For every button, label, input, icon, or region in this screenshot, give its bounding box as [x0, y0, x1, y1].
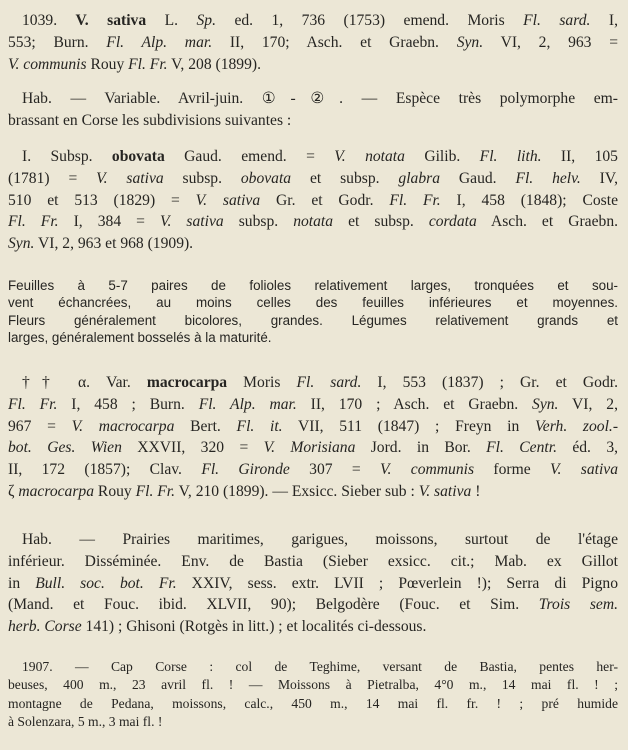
description-line-2: vent échancrées, au moins celles des feuilles inférieures et moyennes.: [8, 295, 618, 311]
species-entry-line-3: V. communis Rouy Fl. Fr. V, 208 (1899).: [8, 55, 261, 73]
variety-line-4: bot. Ges. Wien XXVII, 320 = V. Morisiana Jord. in Bor. Fl. Centr. éd. 3,: [8, 439, 618, 457]
variety-habitat-line-4: (Mand. et Fouc. ibid. XLVII, 90); Belgodère (Fouc. et Sim. Trois sem.: [8, 596, 618, 614]
variety-line-6: ζ macrocarpa Rouy Fl. Fr. V, 210 (1899). — Exsicc. Sieber sub : V. sativa !: [8, 482, 481, 500]
collection-notes-line-3: montagne de Pedana, moissons, calc., 450 m., 14 mai fl. fr. ! ; pré humide: [8, 695, 618, 711]
habitat-line-1: Hab. — Variable. Avril-juin. ①-②. — Espèce très polymorphe em-: [22, 90, 618, 107]
collection-notes-line-4: à Solenzara, 5 m., 3 mai fl. !: [8, 714, 163, 730]
description-line-4: larges, généralement bosselés à la maturité.: [8, 330, 272, 346]
variety-macrocarpa: [8, 372, 618, 503]
habitat-paragraph: [8, 88, 618, 132]
collection-notes: [8, 658, 618, 732]
subspecies-line-1: I. Subsp. obovata Gaud. emend. = V. notata Gilib. Fl. lith. II, 105: [22, 148, 618, 165]
subspecies-obovata: [8, 146, 618, 255]
variety-habitat-line-5: herb. Corse 141) ; Ghisoni (Rotgès in litt.) ; et localités ci-dessous.: [8, 618, 427, 636]
species-entry-line-2: 553; Burn. Fl. Alp. mar. II, 170; Asch. et Graebn. Syn. VI, 2, 963 =: [8, 33, 618, 51]
variety-line-2: Fl. Fr. I, 458 ; Burn. Fl. Alp. mar. II, 170 ; Asch. et Graebn. Syn. VI, 2,: [8, 395, 618, 413]
description-line-1: Feuilles à 5-7 paires de folioles relativement larges, tronquées et sou-: [8, 278, 618, 293]
subspecies-line-5: Syn. VI, 2, 963 et 968 (1909).: [8, 235, 194, 253]
subspecies-line-2: (1781) = V. sativa subsp. obovata et subsp. glabra Gaud. Fl. helv. IV,: [8, 169, 618, 187]
variety-habitat-line-2: inférieur. Disséminée. Env. de Bastia (Sieber exsicc. cit.; Mab. ex Gillot: [8, 552, 618, 570]
habitat-line-2: brassant en Corse les subdivisions suivantes :: [8, 111, 292, 129]
variety-line-5: II, 172 (1857); Clav. Fl. Gironde 307 = V. communis forme V. sativa: [8, 461, 618, 479]
collection-notes-line-1: 1907. — Cap Corse : col de Teghime, versant de Bastia, pentes her-: [22, 659, 618, 674]
subspecies-line-3: 510 et 513 (1829) = V. sativa Gr. et Godr. Fl. Fr. I, 458 (1848); Coste: [8, 191, 618, 209]
subspecies-line-4: Fl. Fr. I, 384 = V. sativa subsp. notata et subsp. cordata Asch. et Graebn.: [8, 213, 618, 231]
collection-notes-line-2: beuses, 400 m., 23 avril fl. ! — Moissons à Pietralba, 4°0 m., 14 mai fl. ! ;: [8, 677, 618, 693]
variety-habitat-line-1: Hab. — Prairies maritimes, garigues, moissons, surtout de l'étage: [22, 531, 618, 548]
variety-line-1: †† α. Var. macrocarpa Moris Fl. sard. I, 553 (1837) ; Gr. et Godr.: [22, 374, 618, 391]
description-line-3: Fleurs généralement bicolores, grandes. Légumes relativement grands et: [8, 312, 618, 328]
species-entry: [8, 10, 618, 75]
variety-habitat-line-3: in Bull. soc. bot. Fr. XXIV, sess. extr. LVII ; Pœverlein !); Serra di Pigno: [8, 574, 618, 592]
variety-line-3: 967 = V. macrocarpa Bert. Fl. it. VII, 511 (1847) ; Freyn in Verh. zool.-: [8, 417, 618, 435]
description-paragraph: [8, 277, 618, 347]
species-entry-line-1: 1039. V. sativa L. Sp. ed. 1, 736 (1753) emend. Moris Fl. sard. I,: [22, 12, 618, 29]
variety-habitat: [8, 529, 618, 638]
